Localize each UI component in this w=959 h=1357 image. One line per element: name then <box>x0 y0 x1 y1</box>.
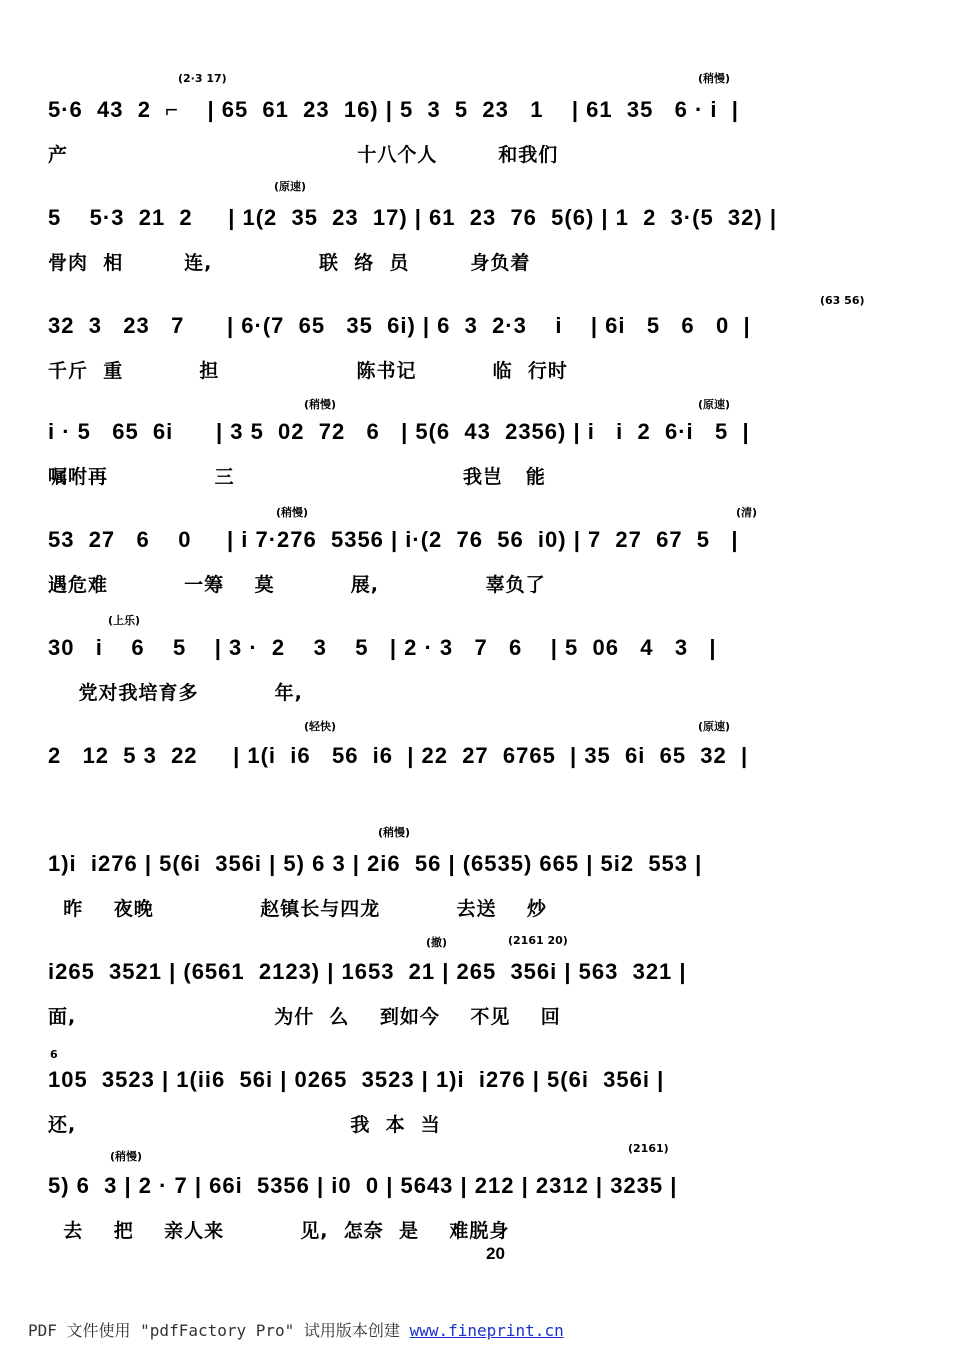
score-row <box>48 398 908 510</box>
tempo-mark: (63 56) <box>820 294 865 307</box>
notation-line: 1)i i276 | 5(6i 356i | 5) 6 3 | 2i6 56 | (6535) 665 | 5i2 553 | <box>48 851 703 876</box>
lyric-line: 嘱咐再 三 我岂 能 <box>48 466 546 488</box>
score-row <box>48 506 908 618</box>
page-number: 20 <box>486 1244 505 1263</box>
notation-line: 32 3 23 7 | 6·(7 65 35 6i) | 6 3 2·3 i | 6i 5 6 0 | <box>48 313 751 338</box>
lyric-line: 昨 夜晚 赵镇长与四龙 去送 炒 <box>48 898 547 920</box>
notation-line: 30 i 6 5 | 3 · 2 3 5 | 2 · 3 7 6 | 5 06 4 3 | <box>48 635 717 660</box>
score-row <box>48 720 908 834</box>
score-row <box>48 72 908 188</box>
notation-line: 2 12 5 3 22 | 1(i i6 56 i6 | 22 27 6765 | 35 6i 65 32 | <box>48 743 749 768</box>
tempo-mark: (清) <box>736 506 758 519</box>
pdf-footer <box>28 1318 564 1341</box>
score-row <box>48 180 908 296</box>
notation-line: i · 5 65 6i | 3 5 02 72 6 | 5(6 43 2356) | i i 2 6·i 5 | <box>48 419 750 444</box>
score-row <box>48 614 908 726</box>
lyric-line: 还, 我 本 当 <box>48 1114 441 1136</box>
score-row <box>48 934 908 1050</box>
tempo-mark: (原速) <box>698 720 731 733</box>
lyric-line <box>48 786 908 816</box>
score-row <box>48 1048 908 1158</box>
footer-link[interactable]: www.fineprint.cn <box>409 1321 564 1340</box>
lyric-line: 产 十八个人 和我们 <box>48 144 559 166</box>
score-row <box>48 294 908 404</box>
lyric-line: 千斤 重 担 陈书记 临 行时 <box>48 360 568 382</box>
lyric-line: 骨肉 相 连, 联 络 员 身负着 <box>48 252 531 274</box>
score-row <box>48 1142 908 1264</box>
lyric-line: 党对我培育多 年, <box>48 682 303 704</box>
tempo-mark: (稍慢) <box>276 506 309 519</box>
tempo-mark: (2161 20) <box>508 934 568 947</box>
tempo-mark: (2161) <box>628 1142 669 1155</box>
score-row <box>48 826 908 942</box>
tempo-mark: (稍慢) <box>304 398 337 411</box>
lyric-line: 遇危难 一筹 莫 展, 辜负了 <box>48 574 546 596</box>
tempo-mark: (稍慢) <box>110 1150 143 1163</box>
tempo-mark: (原速) <box>274 180 307 193</box>
notation-line: i265 3521 | (6561 2123) | 1653 21 | 265 356i | 563 321 | <box>48 959 687 984</box>
notation-line: 5 5·3 21 2 | 1(2 35 23 17) | 61 23 76 5(6) | 1 2 3·(5 32) | <box>48 205 777 230</box>
tempo-mark: (撤) <box>426 936 448 949</box>
lyric-line: 去 把 亲人来 见, 怎奈 是 难脱身 <box>48 1220 510 1242</box>
notation-line: 105 3523 | 1(ii6 56i | 0265 3523 | 1)i i276 | 5(6i 356i | <box>48 1067 665 1092</box>
tempo-mark: (轻快) <box>304 720 337 733</box>
tempo-mark: (上乐) <box>108 614 141 627</box>
tempo-mark: 6 <box>50 1048 58 1061</box>
tempo-mark: (稍慢) <box>378 826 411 839</box>
tempo-mark: (2·3 17) <box>178 72 227 85</box>
tempo-mark: (原速) <box>698 398 731 411</box>
lyric-line: 面, 为什 么 到如今 不见 回 <box>48 1006 561 1028</box>
notation-line: 5) 6 3 | 2 · 7 | 66i 5356 | i0 0 | 5643 | 212 | 2312 | 3235 | <box>48 1173 678 1198</box>
tempo-mark: (稍慢) <box>698 72 731 85</box>
footer-text: PDF 文件使用 "pdfFactory Pro" 试用版本创建 <box>28 1321 400 1340</box>
notation-line: 53 27 6 0 | i 7·276 5356 | i·(2 76 56 i0) | 7 27 67 5 | <box>48 527 739 552</box>
notation-line: 5·6 43 2 ⌐ | 65 61 23 16) | 5 3 5 23 1 | 61 35 6 · i | <box>48 97 739 122</box>
